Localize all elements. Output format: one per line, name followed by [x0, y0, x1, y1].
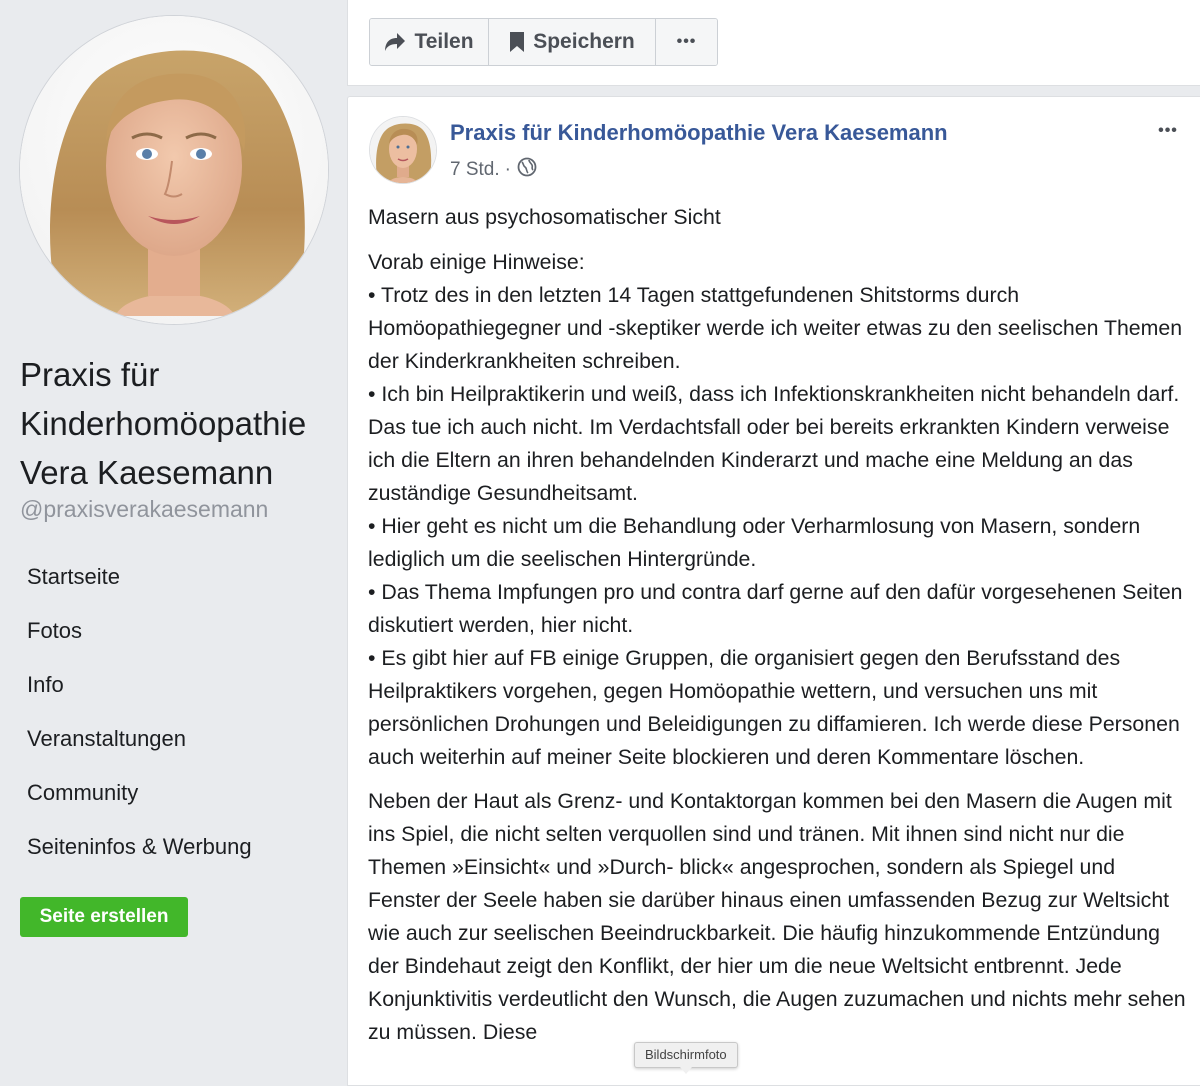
- post-paragraph: Vorab einige Hinweise: • Trotz des in den letzten 14 Tagen stattgefundenen Shitstorms durch Homöopathiegegner und -skeptiker werde ich weiter etwas zu den seelischen Themen der Kinderkrankheiten schreiben. • Ich bin Heilpraktikerin und weiß, dass ich Infektionskrankheiten nicht behandeln darf. Das tue ich auch nicht. Im Verdachtsfall oder bei bereits erkrankten Kindern verweise ich die Eltern an ihren behandelnden Kinderarzt und mache eine Meldung an das zuständige Gesundheitsamt. • Hier geht es nicht um die Behandlung oder Verharmlosung von Masern, sondern lediglich um die seelischen Hintergründe. • Das Thema Impfungen pro und contra darf gerne auf den dafür vorgesehenen Seiten diskutiert werden, hier nicht. • Es gibt hier auf FB einige Gruppen, die organisiert gegen den Berufsstand des Heilpraktikers vorgehen, gegen Homöopathie wettern, und versuchen uns mit persönlichen Drohungen und Beleidigungen zu diffamieren. Ich werde diese Personen auch weiterhin auf meiner Seite blockieren und deren Kommentare löschen.: [368, 250, 1183, 769]
- nav-item-info[interactable]: Info: [27, 672, 64, 697]
- more-options-button[interactable]: [655, 19, 717, 65]
- post-options-button[interactable]: [1150, 119, 1186, 143]
- more-dots-icon: •••: [676, 33, 697, 50]
- create-page-button[interactable]: Seite erstellen: [20, 897, 188, 937]
- share-button[interactable]: [370, 19, 488, 65]
- post-paragraph: Masern aus psychosomatischer Sicht: [368, 205, 721, 229]
- page-action-bar: [347, 0, 1200, 86]
- post-author-avatar[interactable]: [370, 117, 436, 183]
- share-button-label: Teilen: [414, 30, 474, 53]
- action-button-group: [369, 18, 718, 66]
- nav-item-startseite[interactable]: Startseite: [27, 564, 120, 589]
- post-card: [347, 96, 1200, 1086]
- profile-picture[interactable]: [20, 16, 328, 324]
- meta-separator: ·: [504, 159, 511, 180]
- left-sidebar: [0, 0, 346, 1083]
- share-arrow-icon: [384, 32, 406, 52]
- globe-icon[interactable]: [517, 157, 537, 183]
- profile-photo-portrait: [20, 16, 328, 324]
- page-handle[interactable]: @praxisverakaesemann: [20, 496, 269, 522]
- avatar-portrait: [370, 117, 436, 183]
- post-options-dots-icon: •••: [1158, 122, 1178, 139]
- bookmark-icon: [509, 31, 525, 53]
- nav-item-veranstaltungen[interactable]: Veranstaltungen: [27, 726, 187, 751]
- page-title: Praxis für Kinderhomöopathie Vera Kaesemann: [20, 356, 307, 491]
- post-timestamp[interactable]: 7 Std.: [450, 159, 500, 180]
- nav-item-fotos[interactable]: Fotos: [27, 618, 83, 643]
- page-nav: [20, 552, 340, 876]
- post-text: [368, 201, 1188, 1060]
- save-button[interactable]: [488, 19, 655, 65]
- save-button-label: Speichern: [533, 30, 635, 53]
- post-author-link[interactable]: Praxis für Kinderhomöopathie Vera Kaesemann: [450, 120, 948, 145]
- screenshot-tooltip: Bildschirmfoto: [634, 1042, 738, 1068]
- post-meta: [450, 157, 537, 183]
- nav-item-community[interactable]: Community: [27, 780, 139, 805]
- post-paragraph: Neben der Haut als Grenz- und Kontaktorgan kommen bei den Masern die Augen mit ins Spiel, die nicht selten verquollen sind und tränen. Mit ihnen sind nicht nur die Themen »Einsicht« und »Durch- blick« angesprochen, sondern als Spiegel und Fenster der Seele haben sie darüber hinaus einen umfassenden Bezug zur Weltsicht wie auch zur seelischen Beeindruckbarkeit. Die häufig hinzukommende Entzündung der Bindehaut zeigt den Konflikt, der hier um die neue Weltsicht entbrennt. Jede Konjunktivitis verdeutlicht den Wunsch, die Augen zuzumachen und nichts mehr sehen zu müssen. Diese: [368, 789, 1186, 1044]
- nav-item-seiteninfos-werbung[interactable]: Seiteninfos & Werbung: [27, 834, 252, 859]
